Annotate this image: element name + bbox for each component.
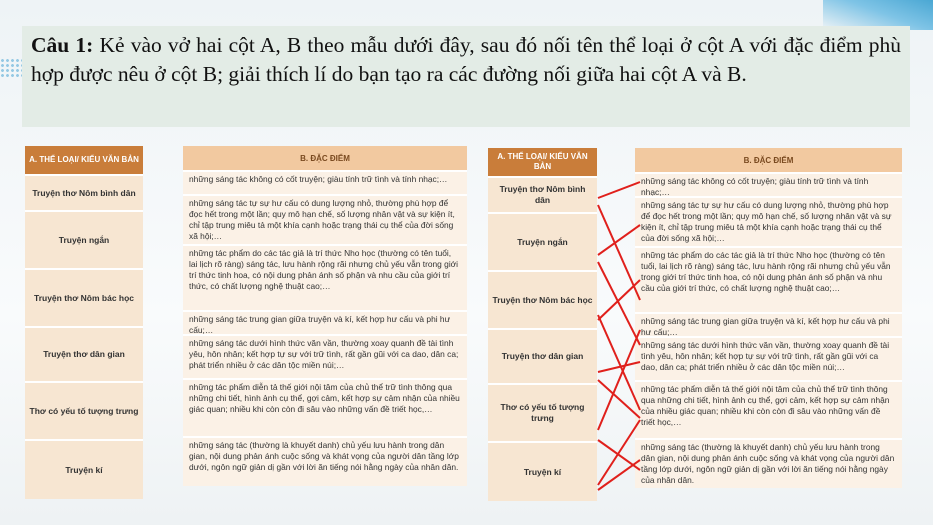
question-text: Kẻ vào vở hai cột A, B theo mẫu dưới đây, sau đó nối tên thể loại ở cột A với đặc điểm phù hợp được nêu ở cột B; giải thích lí do bạn tạo ra các đường nối giữa hai cột A và B. (31, 33, 901, 86)
feature-cell: những sáng tác trung gian giữa truyện và kí, kết hợp hư cấu và phi hư cấu;… (183, 310, 467, 334)
feature-cell: những sáng tác không có cốt truyện; giàu tính trữ tình và tính nhạc;… (183, 170, 467, 194)
feature-cell: những sáng tác dưới hình thức văn vần, thường xoay quanh đề tài tình yêu, hôn nhân; kết hợp tự sự với trữ tình, rất gần gũi với ca dao, dân ca; phát triển nhiều ở các dân tộc miền núi;… (635, 336, 902, 380)
genre-cell: Truyện thơ Nôm bình dân (488, 176, 597, 212)
genre-cell: Truyện thơ dân gian (488, 328, 597, 383)
feature-cell: những sáng tác tự sự hư cấu có dung lượng nhỏ, thường phù hợp để đọc hết trong một lần; quy mô hạn chế, số lượng nhân vật và sự kiện ít, chỉ tập trung miêu tả một khía cạnh hoặc trạng thái cụ thể của đời sống xã hội;… (635, 196, 902, 246)
question-label: Câu 1: (31, 33, 94, 57)
feature-cell: những sáng tác tự sự hư cấu có dung lượng nhỏ, thường phù hợp để đọc hết trong một lần; quy mô hạn chế, số lượng nhân vật và sự kiện ít, chỉ tập trung miêu tả một khía cạnh hoặc trạng thái cụ thể của đời sống xã hội;… (183, 194, 467, 244)
column-a-header: A. THỂ LOẠI/ KIỂU VĂN BẢN (488, 148, 597, 176)
feature-cell: những tác phẩm diễn tả thế giới nội tâm của chủ thể trữ tình thông qua những chi tiết, hình ảnh cụ thể, gợi cảm, kết hợp sự cảm nhận của nhiều giác quan; nhiều khi còn còn đi sâu vào những vấn đề triết học,… (635, 380, 902, 438)
feature-cell: những sáng tác dưới hình thức văn vần, thường xoay quanh đề tài tình yêu, hôn nhân; kết hợp tự sự với trữ tình, rất gần gũi với ca dao, dân ca; phát triển nhiều ở các dân tộc miền núi;… (183, 334, 467, 378)
genre-cell: Thơ có yếu tố tượng trưng (25, 381, 143, 439)
question-box (22, 26, 910, 127)
feature-cell: những tác phẩm do các tác giả là trí thức Nho học (thường có tên tuổi, lai lịch rõ ràng) sáng tác, lưu hành rộng rãi nhưng chủ yếu vẫn trong giới trí thức tinh hoa, có nội dung phản ánh số phận và nhu cầu của giới trí thức, có chất lượng nghệ thuật cao;… (635, 246, 902, 312)
genre-cell: Truyện thơ Nôm bác học (25, 268, 143, 326)
genre-cell: Truyện thơ dân gian (25, 326, 143, 381)
column-b-header: B. ĐẶC ĐIỂM (635, 148, 902, 172)
feature-cell: những sáng tác (thường là khuyết danh) chủ yếu lưu hành trong dân gian, nội dung phản ánh cuộc sống và khát vọng của người dân tầng lớp dưới, ngôn ngữ giản dị gần với lời ăn tiếng nói hằng ngày của nhân dân. (183, 436, 467, 486)
genre-cell: Thơ có yếu tố tượng trưng (488, 383, 597, 441)
feature-cell: những tác phẩm do các tác giả là trí thức Nho học (thường có tên tuổi, lai lịch rõ ràng) sáng tác, lưu hành rộng rãi nhưng chủ yếu vẫn trong giới trí thức tinh hoa, có nội dung phản ánh số phận và nhu cầu của giới trí thức, có chất lượng nghệ thuật cao;… (183, 244, 467, 310)
genre-cell: Truyện thơ Nôm bác học (488, 270, 597, 328)
column-a-header: A. THỂ LOẠI/ KIỂU VĂN BẢN (25, 146, 143, 174)
genre-cell: Truyện ngắn (25, 210, 143, 268)
genre-cell: Truyện kí (25, 439, 143, 499)
feature-cell: những sáng tác (thường là khuyết danh) chủ yếu lưu hành trong dân gian, nội dung phản ánh cuộc sống và khát vọng của người dân tầng lớp dưới, ngôn ngữ giản dị gần với lời ăn tiếng nói hằng ngày của nhân dân. (635, 438, 902, 488)
column-b-header: B. ĐẶC ĐIỂM (183, 146, 467, 170)
genre-cell: Truyện kí (488, 441, 597, 501)
feature-cell: những sáng tác không có cốt truyện; giàu tính trữ tình và tính nhạc;… (635, 172, 902, 196)
genre-cell: Truyện thơ Nôm bình dân (25, 174, 143, 210)
feature-cell: những tác phẩm diễn tả thế giới nội tâm của chủ thể trữ tình thông qua những chi tiết, hình ảnh cụ thể, gợi cảm, kết hợp sự cảm nhận của nhiều giác quan; nhiều khi còn còn đi sâu vào những vấn đề triết học,… (183, 378, 467, 436)
feature-cell: những sáng tác trung gian giữa truyện và kí, kết hợp hư cấu và phi hư cấu;… (635, 312, 902, 336)
genre-cell: Truyện ngắn (488, 212, 597, 270)
